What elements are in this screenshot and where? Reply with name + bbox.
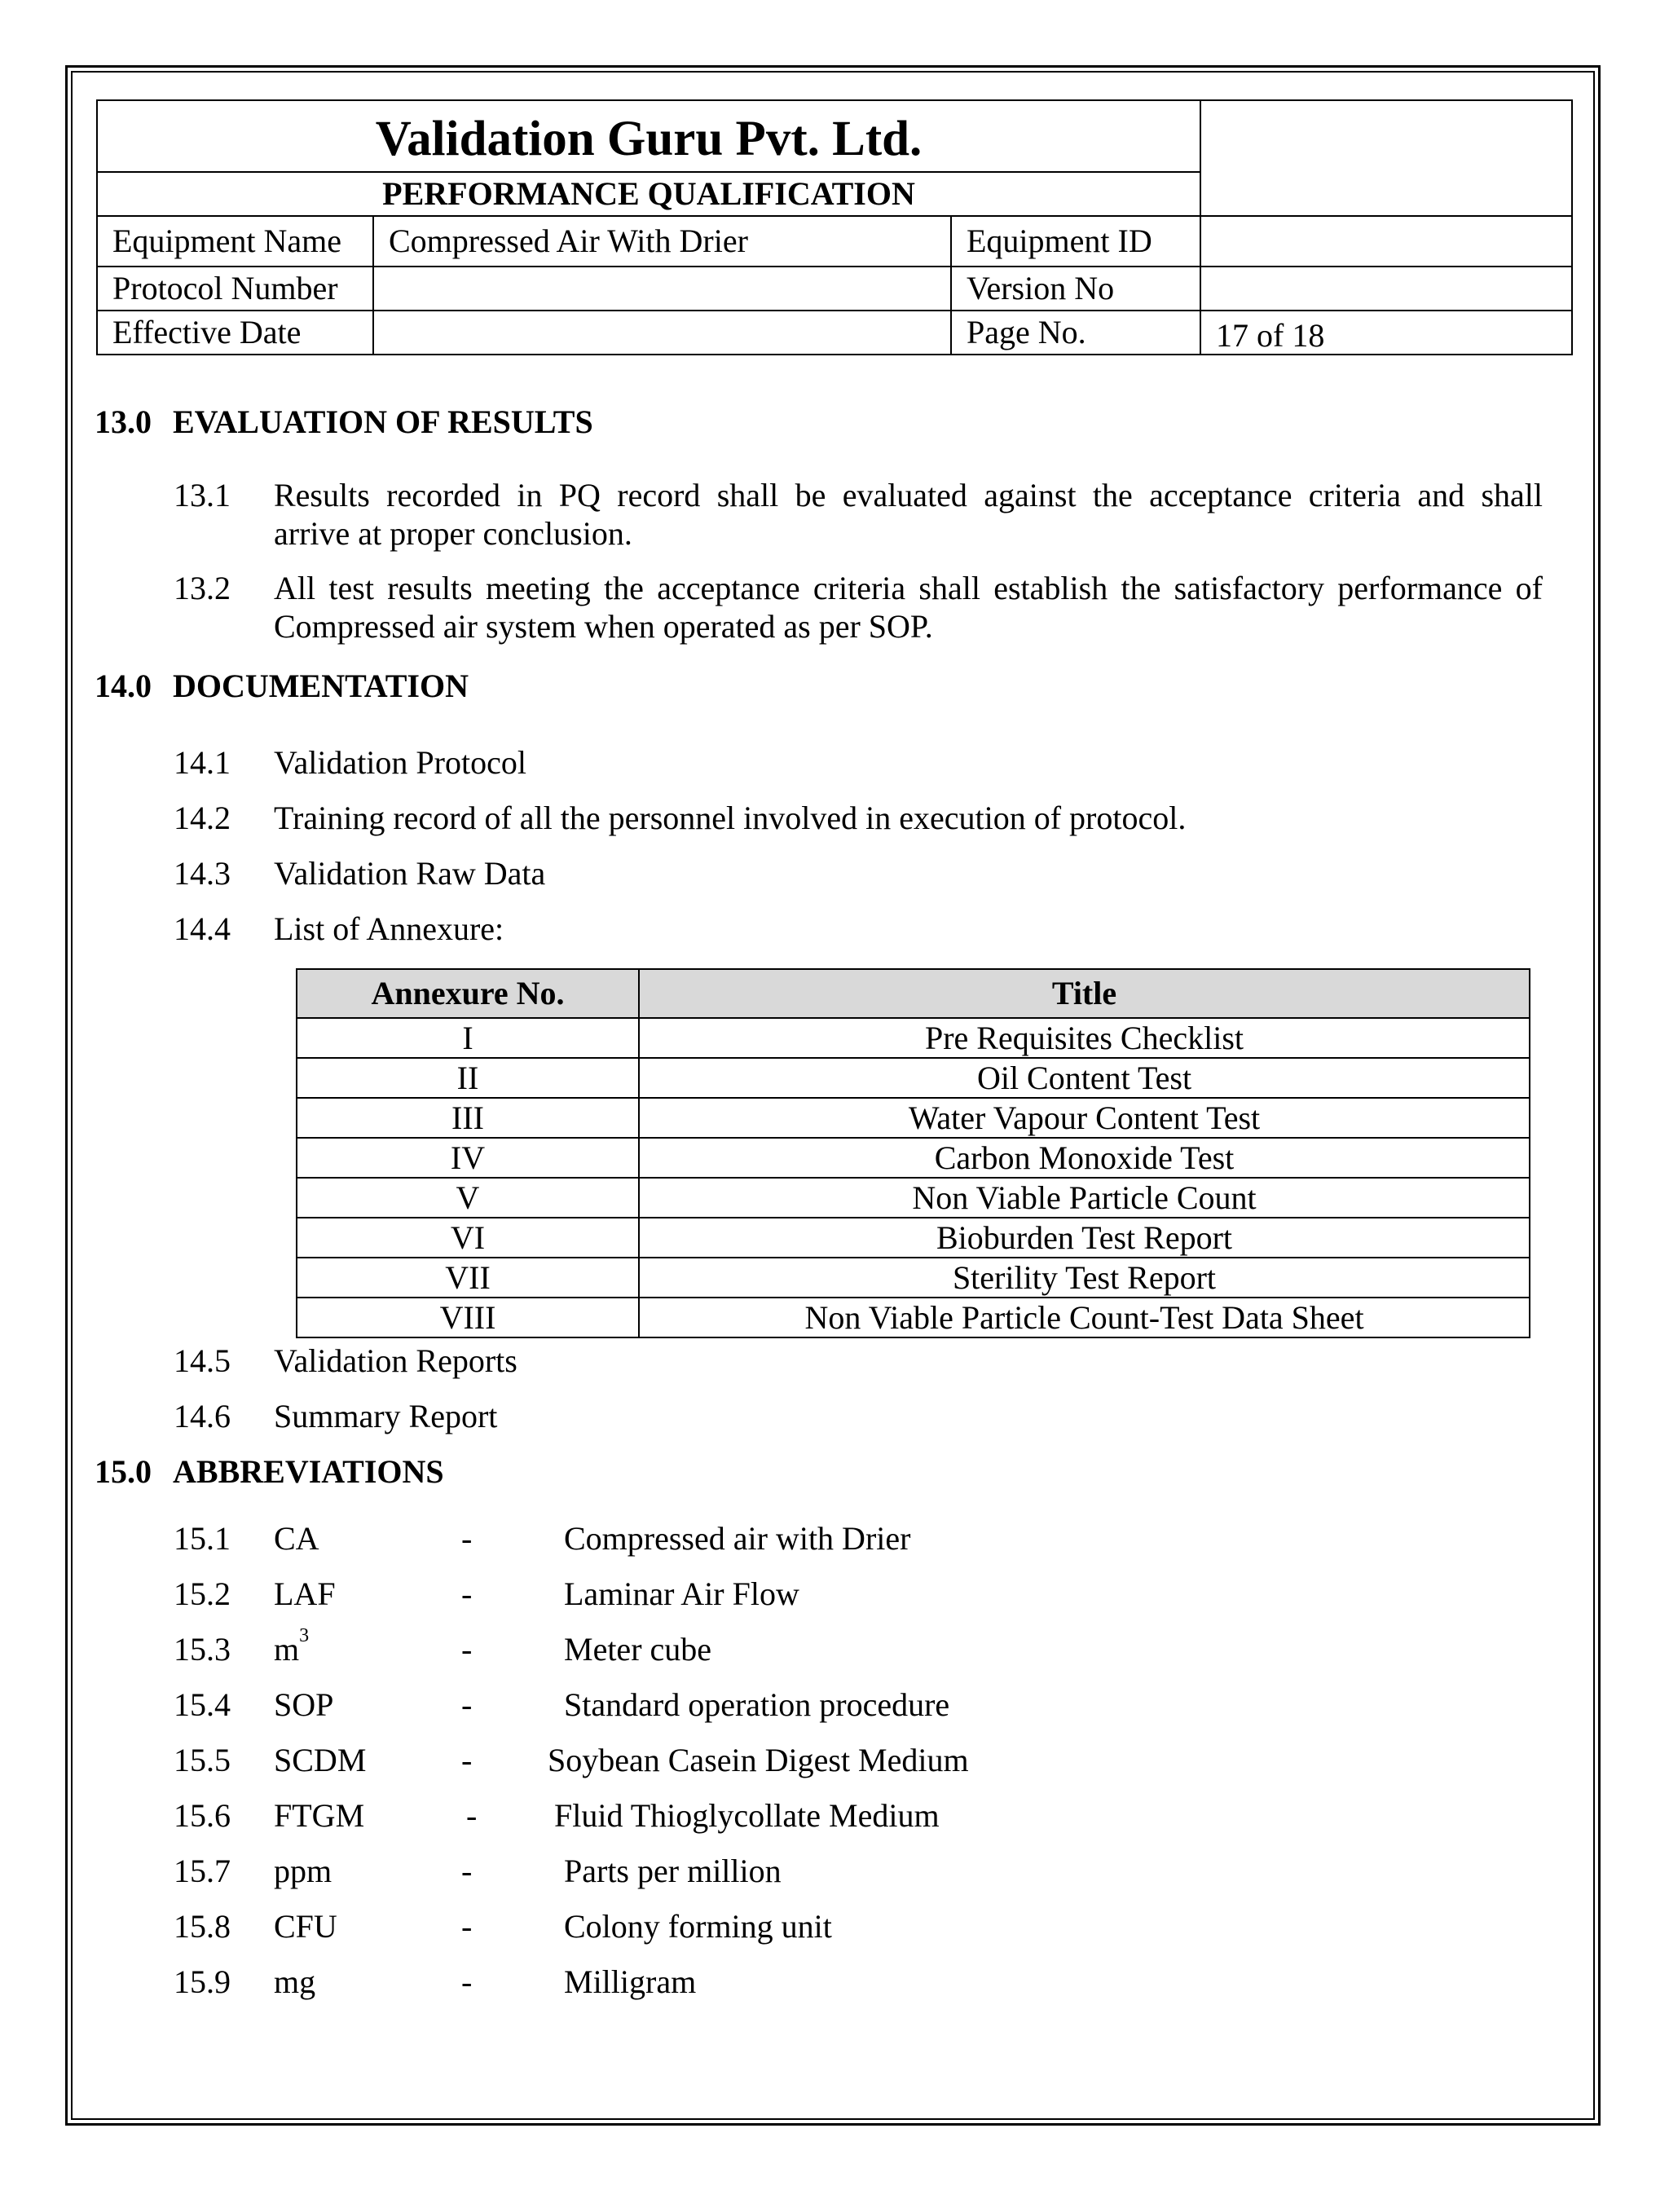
equipment-id-value	[1200, 216, 1572, 267]
item-number: 15.9	[174, 1963, 231, 2000]
item-number: 15.1	[174, 1520, 231, 1557]
item-number: 13.1	[174, 477, 231, 513]
superscript: 3	[299, 1625, 310, 1646]
item-text-line: arrive at proper conclusion.	[274, 515, 632, 552]
item-number: 15.5	[174, 1742, 231, 1778]
section-heading-13	[95, 403, 593, 441]
section-number: 14.0	[95, 668, 152, 704]
abbreviation: CA	[274, 1520, 319, 1557]
section-number: 13.0	[95, 403, 152, 440]
dash-separator: -	[466, 1797, 478, 1834]
annexure-title-cell: Sterility Test Report	[639, 1258, 1530, 1298]
item-number: 14.6	[174, 1398, 231, 1434]
page-number-label: Page No.	[951, 311, 1200, 355]
protocol-number-value	[373, 267, 951, 311]
item-number: 15.3	[174, 1631, 231, 1668]
abbreviation-meaning: Colony forming unit	[564, 1908, 832, 1945]
annexure-no-cell: VIII	[297, 1298, 639, 1337]
equipment-id-label: Equipment ID	[951, 216, 1200, 267]
annexure-table	[296, 968, 1530, 1338]
table-row	[297, 1058, 1530, 1098]
abbreviation-meaning: Fluid Thioglycollate Medium	[554, 1797, 940, 1834]
item-number: 14.1	[174, 744, 231, 781]
abbreviation-meaning: Milligram	[564, 1963, 697, 2000]
item-text-line: All test results meeting the acceptance criteria shall establish the satisfactory performance of	[274, 570, 1543, 606]
abbreviation: FTGM	[274, 1797, 365, 1834]
item-text: Validation Raw Data	[274, 855, 546, 892]
abbreviation: ppm	[274, 1853, 332, 1889]
table-row	[297, 1298, 1530, 1337]
dash-separator: -	[461, 1853, 473, 1889]
table-row	[297, 1138, 1530, 1178]
abbreviation: $m^3$	[274, 1625, 310, 1668]
annexure-no-cell: IV	[297, 1138, 639, 1178]
annexure-title-cell: Oil Content Test	[639, 1058, 1530, 1098]
abbreviation-meaning: Meter cube	[564, 1631, 712, 1668]
abbreviation-meaning: Parts per million	[564, 1853, 782, 1889]
section-number: 15.0	[95, 1453, 152, 1490]
section-heading-14	[95, 667, 469, 705]
effective-date-label: Effective Date	[97, 311, 373, 355]
table-row	[297, 1018, 1530, 1058]
abbreviation: SCDM	[274, 1742, 367, 1778]
paragraph-13-2	[174, 569, 1543, 646]
table-row	[297, 1258, 1530, 1298]
item-number: 14.4	[174, 910, 231, 947]
annexure-no-cell: III	[297, 1098, 639, 1138]
version-label: Version No	[951, 267, 1200, 311]
dash-separator: -	[461, 1520, 473, 1557]
annexure-title-cell: Carbon Monoxide Test	[639, 1138, 1530, 1178]
annexure-title-cell: Water Vapour Content Test	[639, 1098, 1530, 1138]
abbreviation: LAF	[274, 1575, 336, 1612]
annexure-title-cell: Pre Requisites Checklist	[639, 1018, 1530, 1058]
section-heading-15	[95, 1452, 444, 1491]
dash-separator: -	[461, 1963, 473, 2000]
page-number-value: 17 of 18	[1200, 311, 1572, 355]
item-number: 15.6	[174, 1797, 231, 1834]
item-text: List of Annexure:	[274, 910, 504, 947]
annexure-no-cell: II	[297, 1058, 639, 1098]
annexure-title-cell: Non Viable Particle Count	[639, 1178, 1530, 1218]
abbreviation-meaning: Standard operation procedure	[564, 1686, 950, 1723]
annexure-no-cell: I	[297, 1018, 639, 1058]
item-number: 14.3	[174, 855, 231, 892]
item-number: 13.2	[174, 570, 231, 606]
version-value	[1200, 267, 1572, 311]
abbreviation: mg	[274, 1963, 316, 2000]
logo-cell	[1200, 100, 1572, 216]
item-text: Training record of all the personnel involved in execution of protocol.	[274, 800, 1187, 836]
abbreviation: SOP	[274, 1686, 334, 1723]
annexure-no-cell: VII	[297, 1258, 639, 1298]
item-text: Validation Reports	[274, 1342, 517, 1379]
abbreviation: CFU	[274, 1908, 337, 1945]
item-text-line: Compressed air system when operated as per SOP.	[274, 608, 933, 645]
table-row	[297, 1178, 1530, 1218]
item-number: 14.2	[174, 800, 231, 836]
table-row	[297, 1098, 1530, 1138]
protocol-number-label: Protocol Number	[97, 267, 373, 311]
annexure-no-cell: V	[297, 1178, 639, 1218]
item-number: 14.5	[174, 1342, 231, 1379]
equipment-name-value: Compressed Air With Drier	[373, 216, 951, 267]
section-title: DOCUMENTATION	[173, 668, 469, 704]
company-name: Validation Guru Pvt. Ltd.	[97, 100, 1200, 172]
dash-separator: -	[461, 1742, 473, 1778]
equipment-name-label: Equipment Name	[97, 216, 373, 267]
item-number: 15.8	[174, 1908, 231, 1945]
item-number: 15.2	[174, 1575, 231, 1612]
column-header-annexure-no: Annexure No.	[297, 969, 639, 1018]
abbreviation-meaning: Soybean Casein Digest Medium	[548, 1742, 969, 1778]
item-number: 15.7	[174, 1853, 231, 1889]
paragraph-13-1	[174, 476, 1543, 553]
annexure-title-cell: Non Viable Particle Count-Test Data Sheet	[639, 1298, 1530, 1337]
item-text: Summary Report	[274, 1398, 498, 1434]
item-text-line: Results recorded in PQ record shall be evaluated against the acceptance criteria and shall	[274, 477, 1543, 513]
section-title: ABBREVIATIONS	[173, 1453, 444, 1490]
column-header-title: Title	[639, 969, 1530, 1018]
effective-date-value	[373, 311, 951, 355]
annexure-title-cell: Bioburden Test Report	[639, 1218, 1530, 1258]
abbreviation-meaning: Laminar Air Flow	[564, 1575, 799, 1612]
dash-separator: -	[461, 1631, 473, 1668]
table-row	[297, 1218, 1530, 1258]
annexure-no-cell: VI	[297, 1218, 639, 1258]
dash-separator: -	[461, 1686, 473, 1723]
item-text: Validation Protocol	[274, 744, 526, 781]
dash-separator: -	[461, 1575, 473, 1612]
dash-separator: -	[461, 1908, 473, 1945]
document-header-table	[96, 99, 1573, 355]
abbreviation-meaning: Compressed air with Drier	[564, 1520, 911, 1557]
section-title: EVALUATION OF RESULTS	[173, 403, 593, 440]
item-number: 15.4	[174, 1686, 231, 1723]
document-type: PERFORMANCE QUALIFICATION	[97, 172, 1200, 216]
